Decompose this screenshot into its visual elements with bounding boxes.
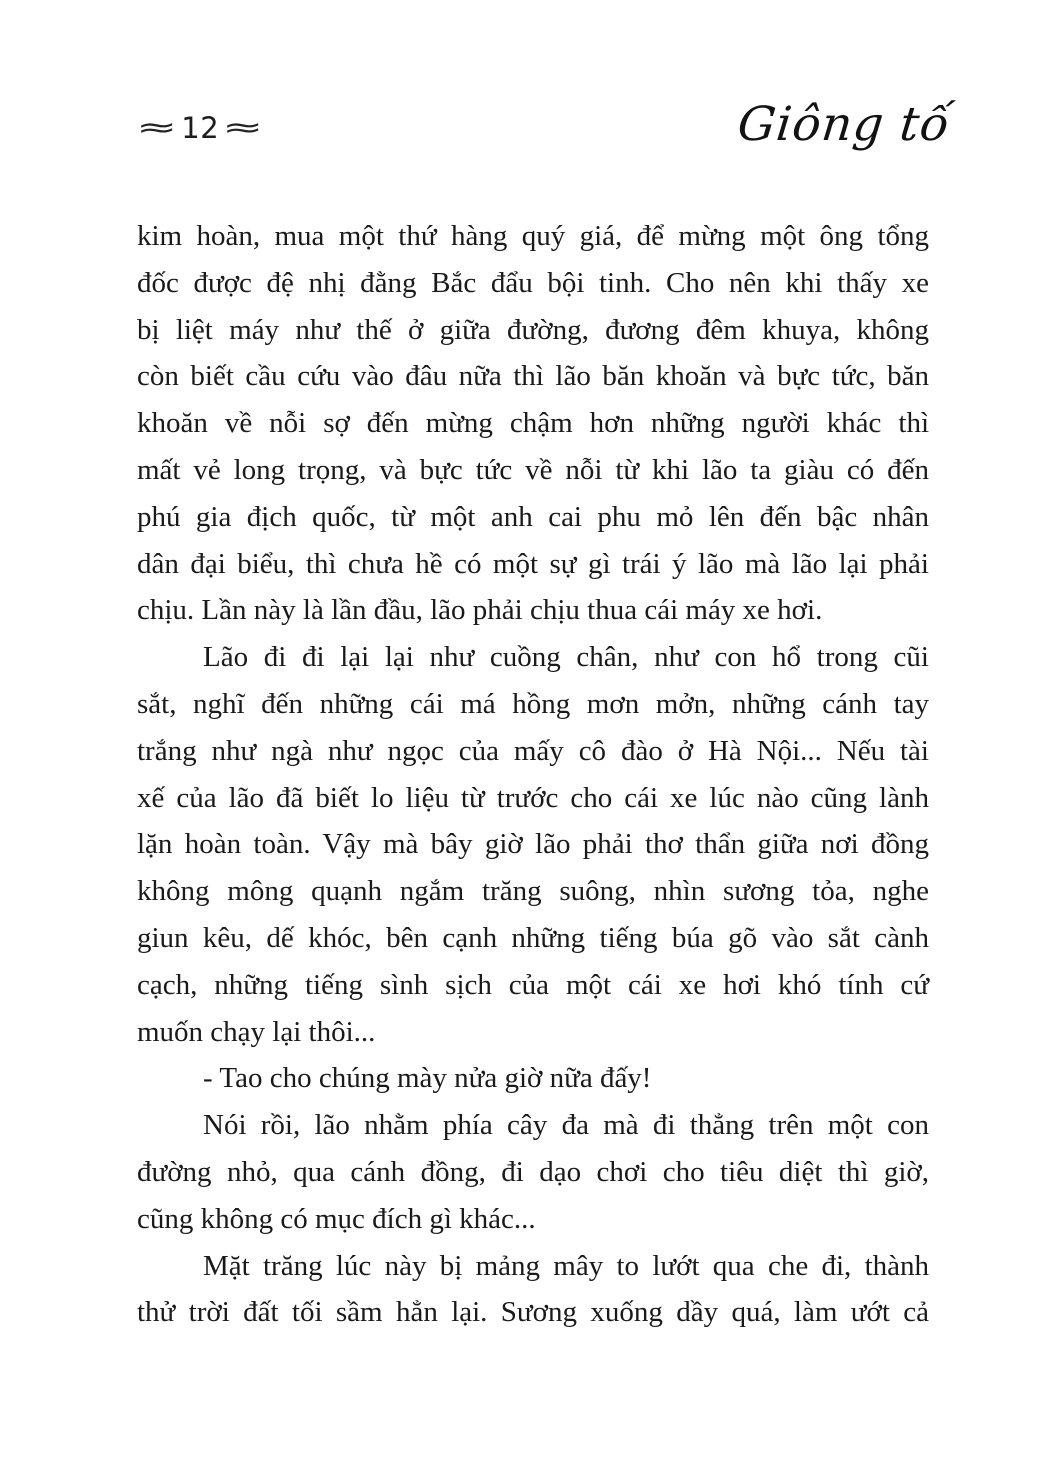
text-line: trắng như ngà như ngọc của mấy cô đào ở Hà Nội... Nếu tài [137,734,929,767]
text-line: đường nhỏ, qua cánh đồng, đi dạo chơi cho tiêu diệt thì giờ, [137,1155,929,1188]
text-line: lặn hoàn toàn. Vậy mà bây giờ lão phải thơ thẩn giữa nơi đồng [137,828,929,861]
text-line: không mông quạnh ngắm trăng suông, nhìn sương tỏa, nghe [137,875,929,908]
swash-ornament-right: ≈ [222,112,265,144]
text-line: bị liệt máy như thế ở giữa đường, đương đêm khuya, không [137,313,929,346]
text-line: khoăn về nỗi sợ đến mừng chậm hơn những người khác thì [137,407,929,440]
text-line: cũng không có mục đích gì khác... [137,1202,536,1235]
text-line: Lão đi đi lại lại như cuồng chân, như con hổ trong cũi [203,641,929,674]
paragraph [137,1055,929,1102]
text-line: phú gia địch quốc, từ một anh cai phu mỏ lên đến bậc nhân [137,500,929,533]
text-line: dân đại biểu, thì chưa hề có một sự gì trái ý lão mà lão lại phải [137,547,929,580]
text-line: mất vẻ long trọng, và bực tức về nỗi từ khi lão ta giàu có đến [137,453,929,486]
page-body [137,213,929,1336]
text-line: xế của lão đã biết lo liệu từ trước cho cái xe lúc nào cũng lành [137,781,929,814]
text-line: - Tao cho chúng mày nửa giờ nữa đấy! [203,1062,652,1095]
text-line: Nói rồi, lão nhằm phía cây đa mà đi thẳng trên một con [203,1109,929,1142]
text-line: cạch, những tiếng sình sịch của một cái xe hơi khó tính cứ [137,968,929,1001]
text-line: Mặt trăng lúc này bị mảng mây to lướt qua che đi, thành [203,1249,929,1282]
paragraph [137,1243,929,1337]
paragraph [137,1102,929,1242]
text-line: giun kêu, dế khóc, bên cạnh những tiếng búa gõ vào sắt cành [137,921,929,954]
text-line: kim hoàn, mua một thứ hàng quý giá, để mừng một ông tổng [137,220,929,252]
page-number: 12 [181,111,220,145]
text-line: đốc được đệ nhị đằng Bắc đẩu bội tinh. Cho nên khi thấy xe [137,266,929,299]
text-line: thử trời đất tối sầm hẳn lại. Sương xuống dầy quá, làm ướt cả [137,1296,929,1329]
text-line: chịu. Lần này là lần đầu, lão phải chịu thua cái máy xe hơi. [137,594,823,627]
paragraph [137,213,929,634]
text-line: sắt, nghĩ đến những cái má hồng mơn mởn, những cánh tay [137,687,929,720]
paragraph [137,634,929,1055]
text-line: muốn chạy lại thôi... [137,1015,376,1048]
page-number-block [133,108,268,148]
swash-ornament-left: ≈ [135,112,179,144]
text-line: còn biết cầu cứu vào đâu nữa thì lão băn khoăn và bực tức, băn [137,360,929,393]
running-header-book-title: Giông tố [735,97,953,152]
